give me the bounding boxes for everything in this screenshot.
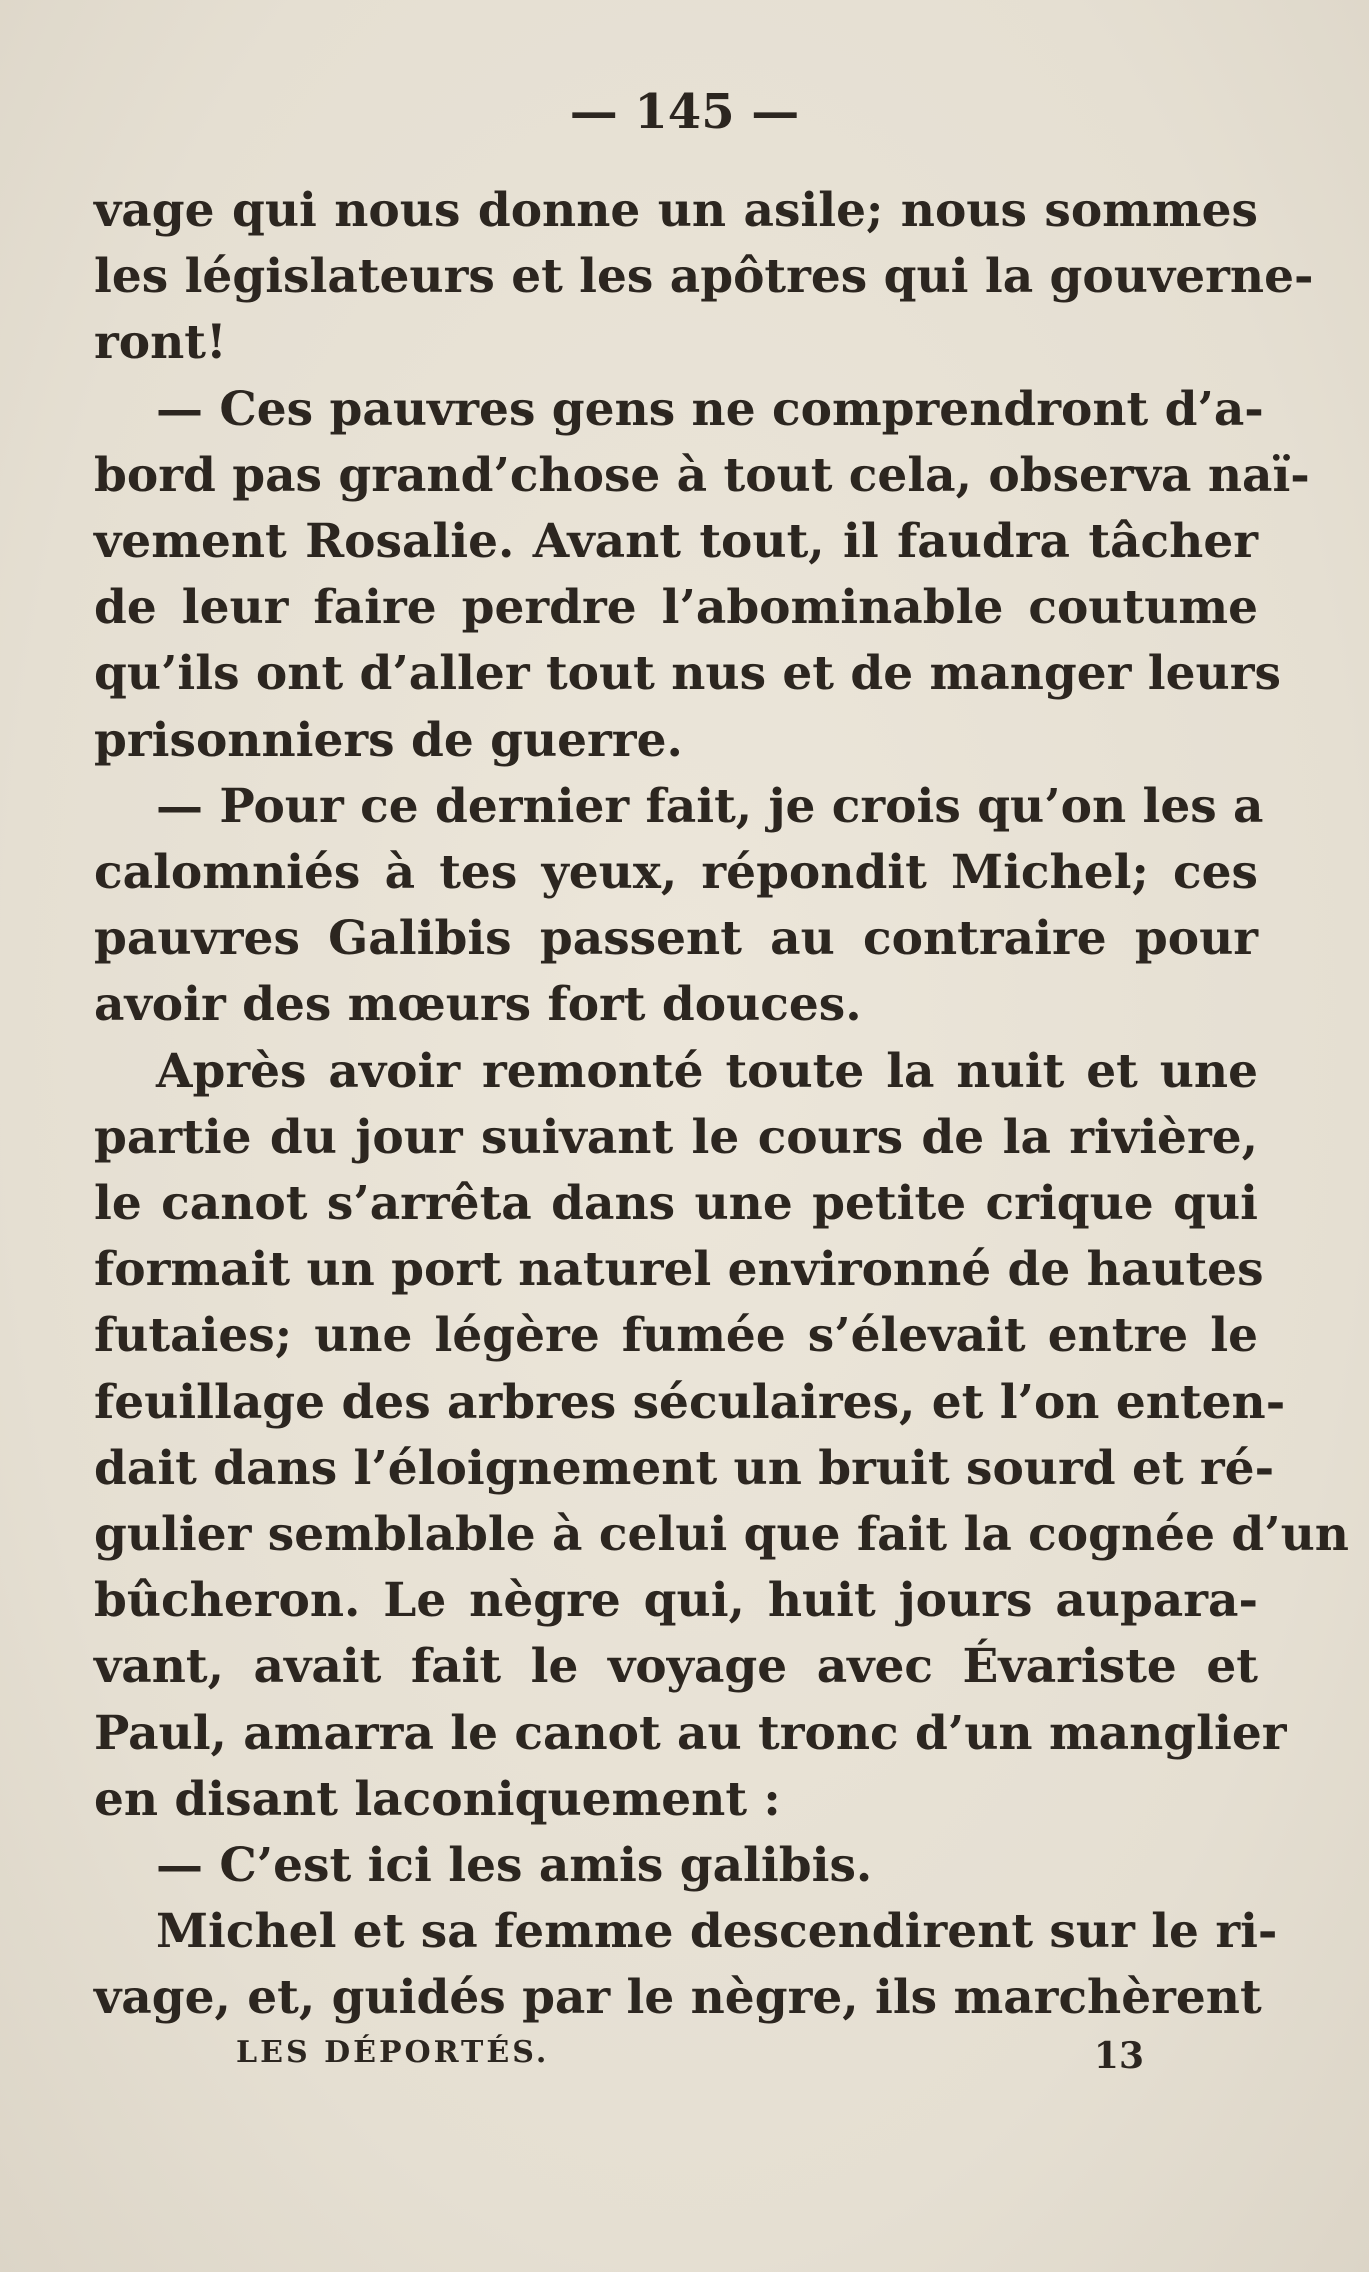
text-line: ront! — [94, 315, 227, 371]
page-number-header: — 145 — — [569, 84, 800, 140]
text-line: vage qui nous donne un asile; nous sommes — [94, 183, 1258, 238]
signature-title: LES DÉPORTÉS. — [236, 2035, 550, 2070]
text-line: les législateurs et les apôtres qui la gouverne- — [94, 249, 1314, 305]
page-footer — [236, 2035, 1144, 2083]
text-line: de leur faire perdre l’abominable coutume — [94, 580, 1258, 636]
text-line: en disant laconiquement : — [94, 1771, 781, 1827]
signature-number: 13 — [1093, 2035, 1144, 2077]
text-line: — Ces pauvres gens ne comprendront d’a- — [156, 381, 1264, 437]
text-line: Paul, amarra le canot au tronc d’un manglier — [94, 1705, 1287, 1761]
text-line: bûcheron. Le nègre qui, huit jours aupara- — [94, 1573, 1258, 1629]
body-text — [94, 178, 1349, 2032]
text-line: — C’est ici les amis galibis. — [156, 1838, 873, 1894]
text-line: calomniés à tes yeux, répondit Michel; ces — [94, 845, 1258, 901]
text-line: partie du jour suivant le cours de la rivière, — [94, 1109, 1258, 1165]
text-line: avoir des mœurs fort douces. — [94, 977, 862, 1033]
text-line: vant, avait fait le voyage avec Évariste et — [94, 1639, 1258, 1695]
text-line: futaies; une légère fumée s’élevait entre le — [94, 1308, 1258, 1364]
text-line: le canot s’arrêta dans une petite crique qui — [94, 1176, 1258, 1232]
text-line: feuillage des arbres séculaires, et l’on enten- — [94, 1374, 1286, 1430]
text-line: formait un port naturel environné de hautes — [94, 1242, 1264, 1298]
text-line: — Pour ce dernier fait, je crois qu’on les a — [156, 778, 1264, 834]
text-line: Michel et sa femme descendirent sur le ri- — [156, 1904, 1278, 1960]
text-line: bord pas grand’chose à tout cela, observa naï- — [94, 447, 1310, 503]
text-line: dait dans l’éloignement un bruit sourd et ré- — [94, 1440, 1275, 1496]
text-line: vement Rosalie. Avant tout, il faudra tâcher — [94, 514, 1258, 570]
text-line: prisonniers de guerre. — [94, 712, 683, 768]
text-line: Après avoir remonté toute la nuit et une — [156, 1043, 1258, 1099]
text-line: gulier semblable à celui que fait la cognée d’un — [94, 1507, 1349, 1563]
text-line: qu’ils ont d’aller tout nus et de manger leurs — [94, 646, 1281, 702]
text-line: vage, et, guidés par le nègre, ils marchèrent — [94, 1970, 1262, 2026]
text-line: pauvres Galibis passent au contraire pour — [94, 911, 1258, 967]
